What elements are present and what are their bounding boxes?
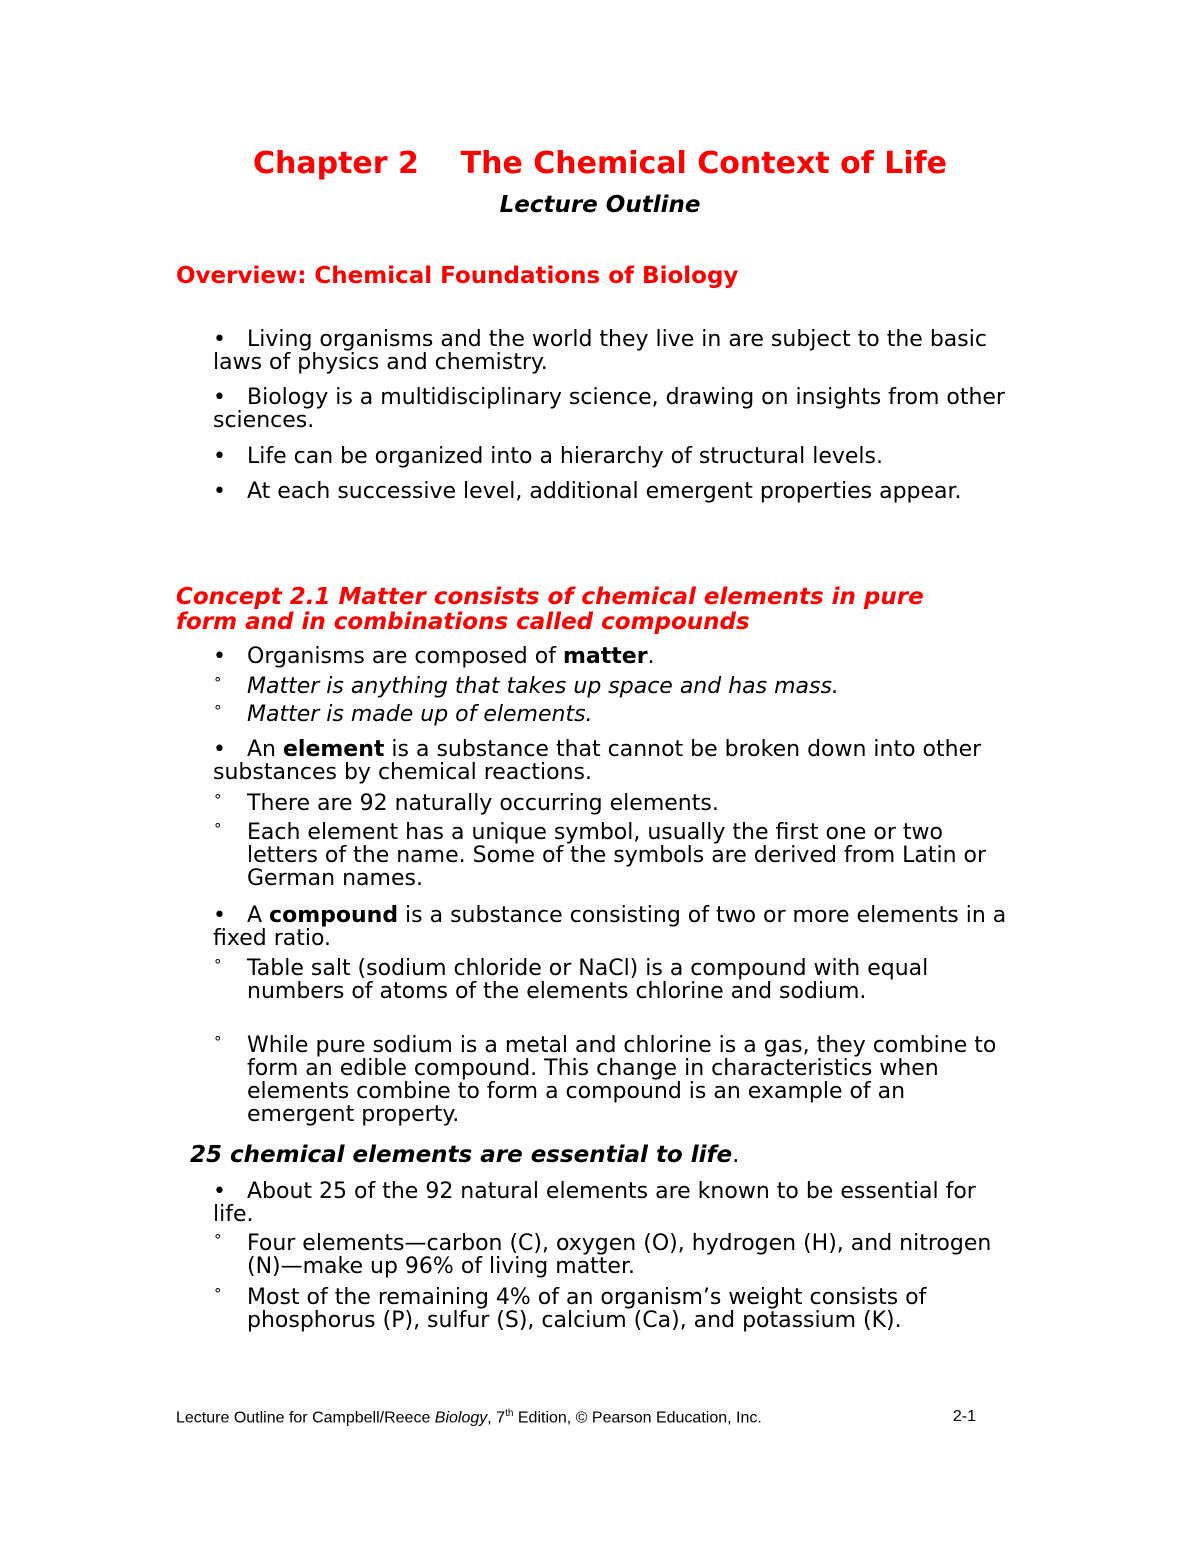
sub-bullet-icon: °	[214, 1231, 222, 1249]
overview-heading: Overview: Chemical Foundations of Biology	[176, 263, 739, 289]
page-subtitle: Lecture Outline	[499, 192, 701, 218]
element-sub-1: There are 92 naturally occurring elements.	[247, 791, 719, 816]
essential-heading: 25 chemical elements are essential to life.	[190, 1142, 740, 1168]
bullet-icon: •	[213, 737, 226, 762]
compound-sub-1: Table salt (sodium chloride or NaCl) is a compound with equal numbers of atoms of the elements chlorine and sodium.	[247, 956, 929, 1004]
page-footer	[176, 1408, 976, 1428]
sub-bullet-icon: °	[214, 820, 222, 838]
bullet-icon: •	[213, 327, 226, 352]
bullet-icon: •	[213, 444, 226, 469]
overview-item-4: • At each successive level, additional emergent properties appear.	[213, 479, 962, 504]
term-compound: compound	[269, 903, 399, 928]
bullet-icon: •	[213, 479, 226, 504]
element-sub-2: Each element has a unique symbol, usually the first one or two letters of the name. Some of the symbols are derived from Latin or German names.	[247, 820, 987, 891]
concept-heading-line-2: form and in combinations called compounds	[176, 609, 750, 635]
bullet-icon: •	[213, 644, 226, 669]
term-element: element	[283, 737, 385, 762]
sub-bullet-icon: °	[214, 791, 222, 809]
matter-item: • Organisms are composed of matter.	[213, 644, 655, 669]
sub-bullet-icon: °	[214, 1285, 222, 1303]
compound-item: • A compound is a substance consisting of two or more elements in a fixed ratio.	[213, 903, 1007, 951]
bullet-icon: •	[213, 903, 226, 928]
overview-item-2: • Biology is a multidisciplinary science, drawing on insights from other sciences.	[213, 385, 1005, 433]
essential-sub-1: Four elements—carbon (C), oxygen (O), hydrogen (H), and nitrogen (N)—make up 96% of living matter.	[247, 1231, 992, 1279]
sub-bullet-icon: °	[214, 1033, 222, 1051]
page-title: Chapter 2 The Chemical Context of Life	[252, 146, 947, 181]
essential-sub-2: Most of the remaining 4% of an organism’s weight consists of phosphorus (P), sulfur (S), calcium (Ca), and potassium (K).	[247, 1285, 927, 1333]
page-number: 2-1	[952, 1408, 976, 1425]
overview-item-1: • Living organisms and the world they live in are subject to the basic laws of physics and chemistry.	[213, 327, 987, 375]
sub-bullet-icon: °	[214, 956, 222, 974]
essential-item: • About 25 of the 92 natural elements are known to be essential for life.	[213, 1179, 976, 1227]
concept-heading-line-1: Concept 2.1 Matter consists of chemical elements in pure	[176, 584, 924, 610]
compound-sub-2: While pure sodium is a metal and chlorine is a gas, they combine to form an edible compound. This change in characteristics when elements combine to form a compound is an example of an emergent property.	[247, 1033, 997, 1127]
element-item: • An element is a substance that cannot be broken down into other substances by chemical reactions.	[213, 737, 982, 785]
bullet-icon: •	[213, 385, 226, 410]
bullet-icon: •	[213, 1179, 226, 1204]
sub-bullet-icon: °	[214, 702, 222, 720]
matter-sub-2: Matter is made up of elements.	[247, 702, 593, 727]
sub-bullet-icon: °	[214, 674, 222, 692]
matter-sub-1: Matter is anything that takes up space and has mass.	[247, 674, 839, 699]
term-matter: matter	[562, 644, 648, 669]
overview-item-3: • Life can be organized into a hierarchy of structural levels.	[213, 444, 883, 469]
footer-citation: Lecture Outline for Campbell/Reece Biology, 7th Edition, © Pearson Education, Inc.	[176, 1408, 762, 1427]
